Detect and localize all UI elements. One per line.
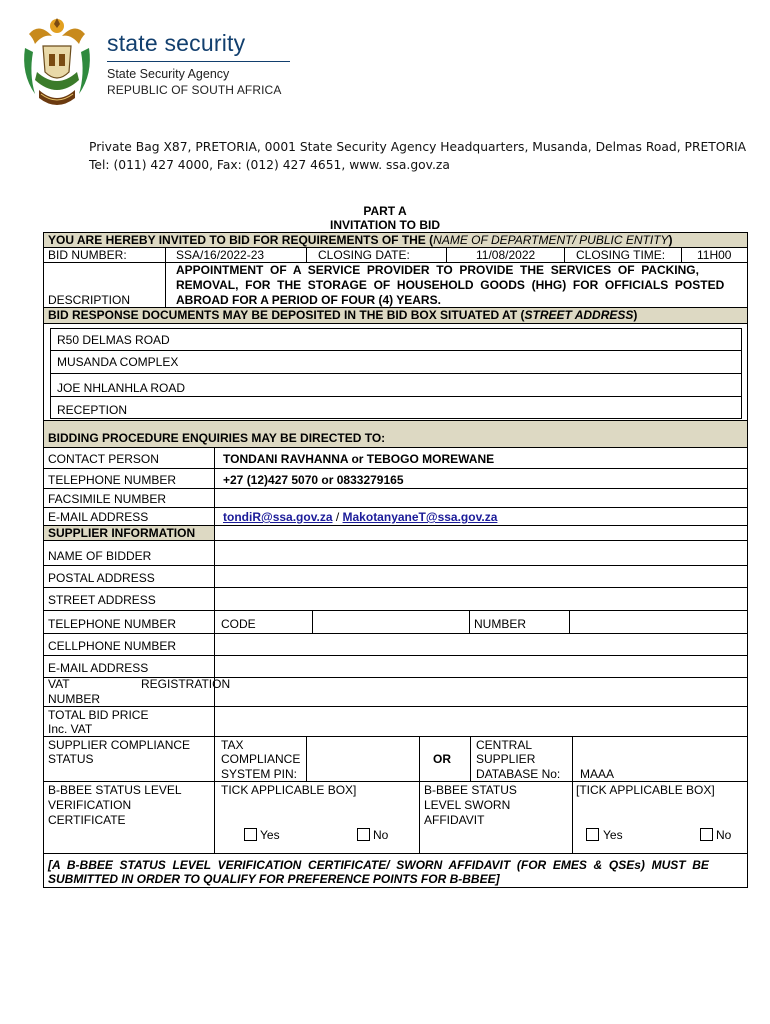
total-price-label: TOTAL BID PRICE — [48, 708, 149, 722]
affidavit-label: AFFIDAVIT — [424, 813, 485, 827]
contact-line: Tel: (011) 427 4000, Fax: (012) 427 4651, www. ssa.gov.za — [89, 158, 450, 172]
row-line — [43, 468, 748, 469]
bbbee-label: VERIFICATION — [48, 798, 132, 812]
invite-heading — [48, 233, 673, 247]
vat-label: VAT — [48, 677, 70, 691]
compliance-status-label: STATUS — [48, 752, 94, 766]
or-label: OR — [433, 752, 451, 766]
tax-pin-label: COMPLIANCE — [221, 752, 301, 766]
row-line — [43, 323, 748, 324]
deposit-address-line: R50 DELMAS ROAD — [57, 333, 170, 347]
description-label: DESCRIPTION — [48, 293, 131, 307]
brand-divider — [107, 61, 290, 62]
table-border — [43, 232, 44, 887]
compliance-status-label: SUPPLIER COMPLIANCE — [48, 738, 191, 752]
email-links — [223, 510, 497, 524]
telephone-value: +27 (12)427 5070 or 0833279165 — [223, 473, 404, 487]
vat-label: NUMBER — [48, 692, 101, 706]
csd-label: CENTRAL — [476, 738, 533, 752]
bbbee-label: CERTIFICATE — [48, 813, 126, 827]
row-line — [50, 328, 742, 329]
postal-address-label: POSTAL ADDRESS — [48, 571, 155, 585]
row-line — [43, 633, 748, 634]
affidavit-no-label: No — [716, 828, 732, 842]
brand-name: state security — [107, 30, 246, 56]
email-label: E-MAIL ADDRESS — [48, 510, 149, 524]
total-price-label: Inc. VAT — [48, 722, 93, 736]
closing-date-value: 11/08/2022 — [476, 248, 536, 262]
csd-label: DATABASE No: — [476, 767, 561, 781]
col-line — [681, 247, 682, 262]
col-line — [572, 736, 573, 853]
csd-label: SUPPLIER — [476, 752, 536, 766]
deposit-address-line: RECEPTION — [57, 403, 128, 417]
part-title: PART A — [363, 204, 407, 218]
table-border — [747, 232, 748, 887]
affidavit-label: B-BBEE STATUS — [424, 783, 517, 797]
deposit-prefix: BID RESPONSE DOCUMENTS MAY BE DEPOSITED IN THE BID BOX SITUATED AT ( — [48, 308, 525, 322]
affidavit-no-checkbox[interactable] — [700, 828, 713, 841]
col-line — [564, 247, 565, 262]
closing-date-label: CLOSING DATE: — [318, 248, 410, 262]
row-line — [43, 587, 748, 588]
supplier-email-label: E-MAIL ADDRESS — [48, 661, 149, 675]
bid-number-label: BID NUMBER: — [48, 248, 127, 262]
name-of-bidder-label: NAME OF BIDDER — [48, 549, 152, 563]
deposit-suffix: ) — [633, 308, 638, 322]
tax-pin-label: TAX — [221, 738, 244, 752]
supplier-telephone-label: TELEPHONE NUMBER — [48, 617, 177, 631]
part-subtitle: INVITATION TO BID — [330, 218, 440, 232]
row-line — [50, 418, 742, 419]
email-separator: / — [332, 510, 343, 524]
row-line — [43, 610, 748, 611]
certificate-yes-checkbox[interactable] — [244, 828, 257, 841]
deposit-heading — [48, 308, 637, 322]
affidavit-yes-checkbox[interactable] — [586, 828, 599, 841]
deposit-address-line: JOE NHLANHLA ROAD — [57, 381, 186, 395]
row-line — [43, 488, 748, 489]
col-line — [306, 736, 307, 781]
col-line — [165, 247, 166, 307]
row-line — [43, 706, 748, 707]
street-address-label: STREET ADDRESS — [48, 593, 156, 607]
col-line — [569, 610, 570, 633]
number-label: NUMBER — [474, 617, 527, 631]
row-line — [50, 350, 742, 351]
row-line — [43, 781, 748, 782]
row-line — [43, 655, 748, 656]
col-line — [214, 447, 215, 853]
row-line — [43, 540, 748, 541]
email-link-1[interactable]: tondiR@ssa.gov.za — [223, 510, 333, 524]
bbbee-label: B-BBEE STATUS LEVEL — [48, 783, 182, 797]
affidavit-yes-label: Yes — [603, 828, 623, 842]
description-line: APPOINTMENT OF A SERVICE PROVIDER TO PROVIDE THE SERVICES OF PACKING, — [176, 263, 699, 277]
col-line — [446, 247, 447, 262]
deposit-place-placeholder: STREET ADDRESS — [524, 308, 634, 322]
col-line — [306, 247, 307, 262]
description-line: ABROAD FOR A PERIOD OF FOUR (4) YEARS. — [176, 293, 441, 307]
row-line — [43, 565, 748, 566]
tax-pin-label: SYSTEM PIN: — [221, 767, 298, 781]
agency-name: State Security Agency — [107, 67, 230, 81]
vat-label: REGISTRATION — [141, 677, 231, 691]
col-line — [469, 610, 470, 633]
tick-instruction: [TICK APPLICABLE BOX] — [576, 783, 715, 797]
tick-instruction: TICK APPLICABLE BOX] — [221, 783, 357, 797]
telephone-label: TELEPHONE NUMBER — [48, 473, 177, 487]
row-line — [43, 447, 748, 448]
col-line — [741, 328, 742, 419]
closing-time-value: 11H00 — [697, 248, 732, 262]
col-line — [470, 736, 471, 781]
supplier-heading: SUPPLIER INFORMATION — [48, 526, 196, 540]
row-line — [50, 396, 742, 397]
certificate-no-label: No — [373, 828, 389, 842]
enquiries-heading: BIDDING PROCEDURE ENQUIRIES MAY BE DIRECTED TO: — [48, 431, 386, 445]
row-line — [50, 373, 742, 374]
certificate-no-checkbox[interactable] — [357, 828, 370, 841]
bbbee-note: SUBMITTED IN ORDER TO QUALIFY FOR PREFERENCE POINTS FOR B-BBEE] — [48, 872, 500, 886]
email-link-2[interactable]: MakotanyaneT@ssa.gov.za — [342, 510, 498, 524]
description-line: REMOVAL, FOR THE STORAGE OF HOUSEHOLD GOODS (HHG) FOR OFFICIALS POSTED — [176, 278, 725, 292]
invite-prefix: YOU ARE HEREBY INVITED TO BID FOR REQUIREMENTS OF THE ( — [48, 233, 434, 247]
part-heading — [0, 204, 770, 232]
col-line — [419, 736, 420, 853]
table-border — [43, 887, 748, 888]
row-line — [43, 853, 748, 854]
affidavit-label: LEVEL SWORN — [424, 798, 511, 812]
contact-person-label: CONTACT PERSON — [48, 452, 159, 466]
deposit-address-line: MUSANDA COMPLEX — [57, 355, 179, 369]
csd-value: MAAA — [580, 767, 615, 781]
bbbee-note: [A B-BBEE STATUS LEVEL VERIFICATION CERTIFICATE/ SWORN AFFIDAVIT (FOR EMES & QSEs) MUST BE — [48, 858, 709, 872]
col-line — [50, 328, 51, 419]
contact-person-value: TONDANI RAVHANNA or TEBOGO MOREWANE — [223, 452, 495, 466]
fax-label: FACSIMILE NUMBER — [48, 492, 167, 506]
country-name: REPUBLIC OF SOUTH AFRICA — [107, 83, 282, 97]
row-line — [43, 420, 748, 421]
col-line — [312, 610, 313, 633]
bid-number-value: SSA/16/2022-23 — [176, 248, 265, 262]
row-line — [43, 507, 748, 508]
cellphone-label: CELLPHONE NUMBER — [48, 639, 177, 653]
certificate-yes-label: Yes — [260, 828, 280, 842]
coat-of-arms-logo — [19, 14, 95, 112]
invite-suffix: ) — [668, 233, 673, 247]
code-label: CODE — [221, 617, 256, 631]
address-line: Private Bag X87, PRETORIA, 0001 State Security Agency Headquarters, Musanda, Delmas Road, PRETORIA — [89, 140, 747, 154]
closing-time-label: CLOSING TIME: — [576, 248, 666, 262]
row-line — [43, 736, 748, 737]
invite-department-placeholder: NAME OF DEPARTMENT/ PUBLIC ENTITY — [433, 233, 669, 247]
